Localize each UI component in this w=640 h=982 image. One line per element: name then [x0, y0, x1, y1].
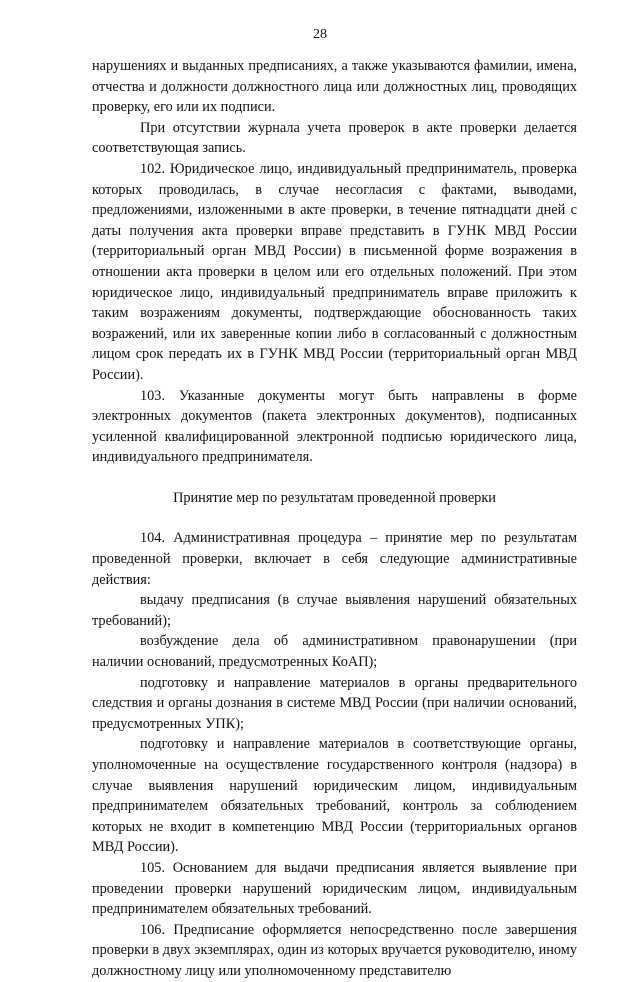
page-number: 28 [313, 27, 327, 42]
paragraph-103: 103. Указанные документы могут быть направлены в форме электронных документов (пакета электронных документов), подписанных усиленной квалифицированной электронной подписью юридического лица, индивидуального предпринимателя. [92, 387, 577, 466]
paragraph-no-journal: При отсутствии журнала учета проверок в акте проверки делается соответствующая запись. [92, 119, 577, 157]
list-item-other-bodies: подготовку и направление материалов в соответствующие органы, уполномоченные на осуществление государственного контроля (надзора) в случае выявления нарушений юридическим лицом, индивидуальным предпринимателем обязательных требований, контроль за соблюдением которых не входит в компетенцию МВД России (территориальных органов МВД России). [92, 736, 577, 856]
paragraph-104: 104. Административная процедура – принятие мер по результатам проведенной проверки, включает в себя следующие административные действия: [92, 530, 577, 588]
paragraph-105: 105. Основанием для выдачи предписания является выявление при проведении проверки нарушений юридическим лицом, индивидуальным предпринимателем обязательных требований. [92, 859, 577, 918]
list-item-order: выдачу предписания (в случае выявления нарушений обязательных требований); [92, 592, 577, 629]
list-item-investigation: подготовку и направление материалов в органы предварительного следствия и органы дознания в системе МВД России (при наличии оснований, предусмотренных УПК); [92, 674, 577, 732]
document-body [92, 56, 577, 982]
paragraph-106: 106. Предписание оформляется непосредственно после завершения проверки в двух экземплярах, один из которых вручается руководителю, иному должностному лицу или уполномоченному представителю [92, 921, 577, 979]
paragraph-continuation: нарушениях и выданных предписаниях, а также указываются фамилии, имена, отчества и должности должностного лица или должностных лиц, проводящих проверку, его или их подписи. [92, 58, 577, 116]
list-item-offense: возбуждение дела об административном правонарушении (при наличии оснований, предусмотренных КоАП); [92, 633, 577, 671]
paragraph-102: 102. Юридическое лицо, индивидуальный предприниматель, проверка которых проводилась, в случае несогласия с фактами, выводами, предложениями, изложенными в акте проверки, в течение пятнадцати дней с даты получения акта проверки вправе представить в ГУНК МВД России (территориальный орган МВД России) в письменной форме возражения в отношении акта проверки в целом или его отдельных положений. При этом юридическое лицо, индивидуальный предприниматель вправе приложить к таким возражениям документы, подтверждающие обоснованность таких возражений, или их заверенные копии либо в согласованный с должностным лицом срок передать их в ГУНК МВД России (территориальный орган МВД России). [92, 160, 577, 383]
section-heading: Принятие мер по результатам проведенной проверки [173, 489, 496, 506]
